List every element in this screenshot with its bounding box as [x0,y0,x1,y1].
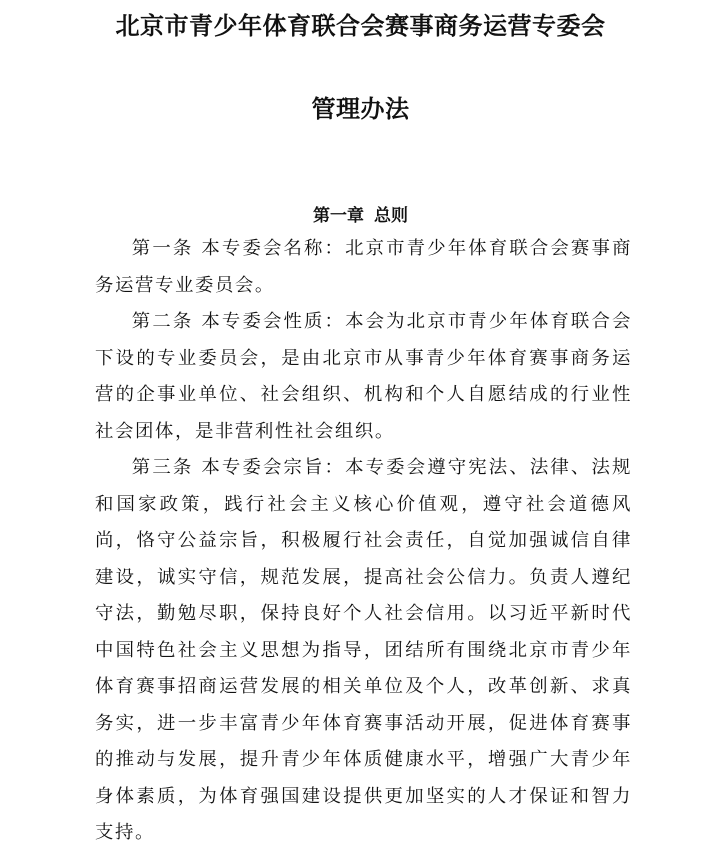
chapter-name: 总则 [374,206,408,226]
document-title-line-1: 北京市青少年体育联合会赛事商务运营专委会 [115,12,606,40]
chapter-number: 第一章 [313,206,364,226]
document-title-line-2: 管理办法 [311,95,410,123]
article-3: 第三条 本专委会宗旨：本专委会遵守宪法、法律、法规和国家政策，践行社会主义核心价值观，遵守社会道德风尚，恪守公益宗旨，积极履行社会责任，自觉加强诚信自律建设，诚实守信，规范发展，提高社会公信力。负责人遵纪守法，勤勉尽职，保持良好个人社会信用。以习近平新时代中国特色社会主义思想为指导，团结所有围绕北京市青少年体育赛事招商运营发展的相关单位及个人，改革创新、求真务实，进一步丰富青少年体育赛事活动开展，促进体育赛事的推动与发展，提升青少年体质健康水平，增强广大青少年身体素质，为体育强国建设提供更加坚实的人才保证和智力支持。 [95,457,632,843]
chapter-heading [0,205,721,227]
article-1: 第一条 本专委会名称：北京市青少年体育联合会赛事商务运营专业委员会。 [95,238,632,296]
article-2: 第二条 本专委会性质：本会为北京市青少年体育联合会下设的专业委员会，是由北京市从事青少年体育赛事商务运营的企事业单位、社会组织、机构和个人自愿结成的行业性社会团体，是非营利性社会组织。 [95,311,632,442]
document-body [95,231,632,852]
